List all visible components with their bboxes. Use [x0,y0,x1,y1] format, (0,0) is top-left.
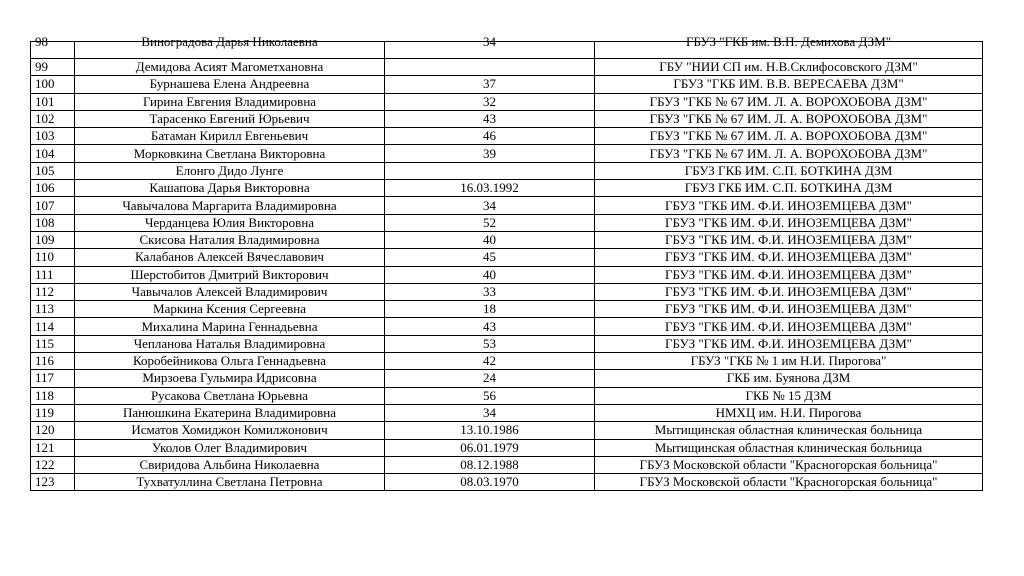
row-number-cell: 103 [31,128,75,145]
full-name: Виноградова Дарья Николаевна [141,34,318,49]
organization-cell: ГБУЗ "ГКБ ИМ. Ф.И. ИНОЗЕМЦЕВА ДЗМ" [595,214,983,231]
organization-cell: ГБУЗ "ГКБ № 67 ИМ. Л. А. ВОРОХОБОВА ДЗМ" [595,128,983,145]
full-name-cell: Чепланова Наталья Владимировна [75,335,385,352]
table-row [31,197,983,214]
table-row [31,370,983,387]
full-name-cell: Демидова Асият Магометхановна [75,59,385,76]
table-body [31,34,983,491]
age-cell: 24 [385,370,595,387]
row-number-cell: 123 [31,474,75,491]
table-row [31,266,983,283]
row-number-cell: 111 [31,266,75,283]
table-row [31,404,983,421]
full-name-cell: Коробейникова Ольга Геннадьевна [75,353,385,370]
age-cell [385,34,595,59]
row-number-cell: 107 [31,197,75,214]
full-name-cell: Чавычалов Алексей Владимирович [75,283,385,300]
row-number-cell: 110 [31,249,75,266]
age-cell: 34 [385,404,595,421]
age-cell: 56 [385,387,595,404]
table-row [31,145,983,162]
table-row [31,93,983,110]
organization-cell: ГБУЗ "ГКБ № 67 ИМ. Л. А. ВОРОХОБОВА ДЗМ" [595,93,983,110]
organization-cell: НМХЦ им. Н.И. Пирогова [595,404,983,421]
age-cell: 16.03.1992 [385,180,595,197]
age-cell: 46 [385,128,595,145]
row-number-cell: 100 [31,76,75,93]
organization-cell: ГБУЗ "ГКБ ИМ. Ф.И. ИНОЗЕМЦЕВА ДЗМ" [595,318,983,335]
table-row [31,318,983,335]
row-number-cell: 120 [31,422,75,439]
age-cell: 08.03.1970 [385,474,595,491]
organization-cell: Мытищинская областная клиническая больница [595,422,983,439]
row-number-cell: 121 [31,439,75,456]
full-name-cell: Панюшкина Екатерина Владимировна [75,404,385,421]
table-row [31,249,983,266]
full-name-cell: Скисова Наталия Владимировна [75,231,385,248]
full-name-cell: Свиридова Альбина Николаевна [75,456,385,473]
organization-cell: ГБУЗ "ГКБ ИМ. Ф.И. ИНОЗЕМЦЕВА ДЗМ" [595,249,983,266]
table-row [31,180,983,197]
row-number-cell: 114 [31,318,75,335]
row-number-cell: 118 [31,387,75,404]
organization-cell: ГКБ им. Буянова ДЗМ [595,370,983,387]
age-cell: 52 [385,214,595,231]
full-name-cell: Батаман Кирилл Евгеньевич [75,128,385,145]
table-row [31,353,983,370]
full-name-cell: Тухватуллина Светлана Петровна [75,474,385,491]
table-row [31,283,983,300]
organization-cell: ГБУЗ "ГКБ ИМ. В.В. ВЕРЕСАЕВА ДЗМ" [595,76,983,93]
full-name-cell: Маркина Ксения Сергеевна [75,301,385,318]
full-name-cell: Шерстобитов Дмитрий Викторович [75,266,385,283]
full-name-cell: Бурнашева Елена Андреевна [75,76,385,93]
table-row [31,301,983,318]
age-value: 34 [483,34,496,49]
table-row [31,76,983,93]
age-cell: 06.01.1979 [385,439,595,456]
row-number: 98 [35,34,48,49]
organization-name: ГБУЗ "ГКБ им. В.П. Демихова ДЗМ" [685,34,892,49]
table-row [31,59,983,76]
age-cell [385,162,595,179]
age-cell: 32 [385,93,595,110]
row-number-cell: 99 [31,59,75,76]
table-row [31,214,983,231]
organization-cell: ГБУЗ "ГКБ ИМ. Ф.И. ИНОЗЕМЦЕВА ДЗМ" [595,231,983,248]
age-cell: 43 [385,110,595,127]
full-name-cell: Русакова Светлана Юрьевна [75,387,385,404]
table-row [31,110,983,127]
document-page [30,34,983,500]
organization-cell: ГБУ "НИИ СП им. Н.В.Склифосовского ДЗМ" [595,59,983,76]
row-number-cell: 102 [31,110,75,127]
organization-cell: ГБУЗ Московской области "Красногорская больница" [595,474,983,491]
full-name-cell [75,34,385,59]
table-row [31,456,983,473]
table-row [31,474,983,491]
row-number-cell: 115 [31,335,75,352]
age-cell: 40 [385,231,595,248]
row-number-cell: 106 [31,180,75,197]
age-cell: 42 [385,353,595,370]
row-number-cell: 108 [31,214,75,231]
row-number-cell: 109 [31,231,75,248]
organization-cell: ГБУЗ "ГКБ ИМ. Ф.И. ИНОЗЕМЦЕВА ДЗМ" [595,301,983,318]
table-row [31,387,983,404]
organization-cell: ГБУЗ "ГКБ № 67 ИМ. Л. А. ВОРОХОБОВА ДЗМ" [595,145,983,162]
organization-cell: ГБУЗ "ГКБ № 1 им Н.И. Пирогова" [595,353,983,370]
organization-cell [595,34,983,59]
row-number-cell: 122 [31,456,75,473]
age-cell: 33 [385,283,595,300]
row-number-cell [31,34,75,59]
age-cell: 45 [385,249,595,266]
organization-cell: ГБУЗ ГКБ ИМ. С.П. БОТКИНА ДЗМ [595,162,983,179]
age-cell: 13.10.1986 [385,422,595,439]
row-number-cell: 112 [31,283,75,300]
full-name-cell: Кашапова Дарья Викторовна [75,180,385,197]
table-row [31,231,983,248]
full-name-cell: Гирина Евгения Владимировна [75,93,385,110]
age-cell: 08.12.1988 [385,456,595,473]
age-cell: 53 [385,335,595,352]
organization-cell: ГКБ № 15 ДЗМ [595,387,983,404]
full-name-cell: Елонго Дидо Лунге [75,162,385,179]
row-number-cell: 104 [31,145,75,162]
age-cell: 34 [385,197,595,214]
row-number-cell: 116 [31,353,75,370]
organization-cell: ГБУЗ "ГКБ № 67 ИМ. Л. А. ВОРОХОБОВА ДЗМ" [595,110,983,127]
table-row [31,335,983,352]
age-cell: 18 [385,301,595,318]
organization-cell: ГБУЗ "ГКБ ИМ. Ф.И. ИНОЗЕМЦЕВА ДЗМ" [595,266,983,283]
row-number-cell: 101 [31,93,75,110]
participants-table [30,34,983,491]
organization-cell: ГБУЗ "ГКБ ИМ. Ф.И. ИНОЗЕМЦЕВА ДЗМ" [595,335,983,352]
row-number-cell: 105 [31,162,75,179]
table-row [31,422,983,439]
full-name-cell: Исматов Хомиджон Комилжонович [75,422,385,439]
organization-cell: ГБУЗ ГКБ ИМ. С.П. БОТКИНА ДЗМ [595,180,983,197]
organization-cell: ГБУЗ "ГКБ ИМ. Ф.И. ИНОЗЕМЦЕВА ДЗМ" [595,197,983,214]
row-number-cell: 113 [31,301,75,318]
age-cell: 43 [385,318,595,335]
organization-cell: ГБУЗ "ГКБ ИМ. Ф.И. ИНОЗЕМЦЕВА ДЗМ" [595,283,983,300]
row-number-cell: 119 [31,404,75,421]
organization-cell: ГБУЗ Московской области "Красногорская больница" [595,456,983,473]
full-name-cell: Мирзоева Гульмира Идрисовна [75,370,385,387]
full-name-cell: Уколов Олег Владимирович [75,439,385,456]
age-cell [385,59,595,76]
table-row-cut-off [31,42,983,59]
age-cell: 39 [385,145,595,162]
full-name-cell: Морковкина Светлана Викторовна [75,145,385,162]
table-row [31,439,983,456]
full-name-cell: Тарасенко Евгений Юрьевич [75,110,385,127]
full-name-cell: Калабанов Алексей Вячеславович [75,249,385,266]
full-name-cell: Черданцева Юлия Викторовна [75,214,385,231]
age-cell: 37 [385,76,595,93]
table-row [31,162,983,179]
full-name-cell: Чавычалова Маргарита Владимировна [75,197,385,214]
age-cell: 40 [385,266,595,283]
organization-cell: Мытищинская областная клиническая больница [595,439,983,456]
table-row [31,128,983,145]
row-number-cell: 117 [31,370,75,387]
full-name-cell: Михалина Марина Геннадьевна [75,318,385,335]
